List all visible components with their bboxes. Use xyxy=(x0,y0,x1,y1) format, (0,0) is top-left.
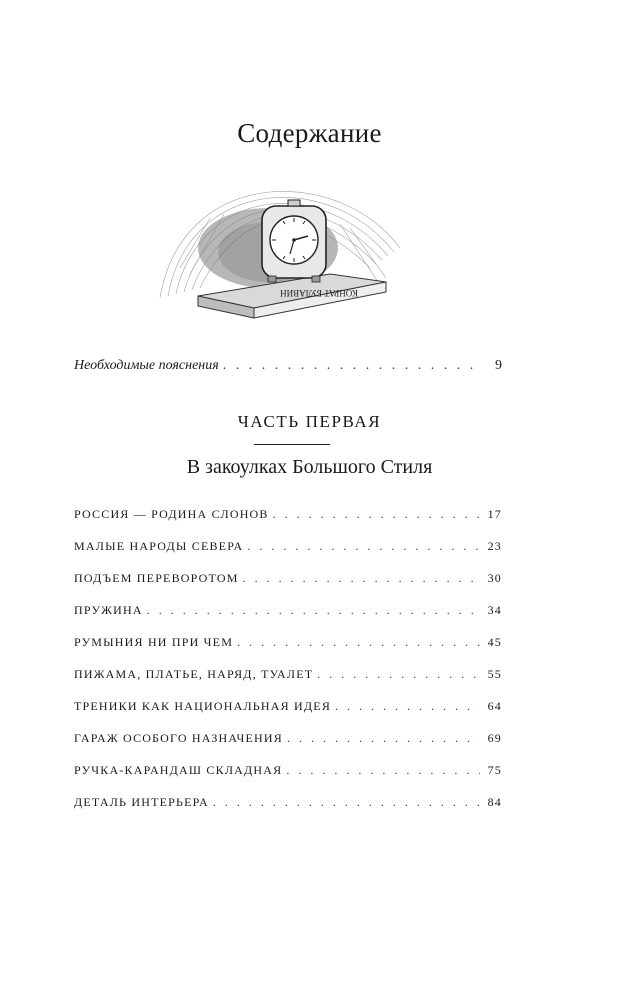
toc-entry-page: 84 xyxy=(487,795,502,809)
toc-entry-page: 9 xyxy=(495,358,502,373)
toc-entry-page: 55 xyxy=(487,667,502,681)
leader-dots xyxy=(213,795,480,810)
part-heading: ЧАСТЬ ПЕРВАЯ xyxy=(237,412,382,431)
toc-entry[interactable] xyxy=(74,731,502,763)
toc-entry-title: ПРУЖИНА xyxy=(74,603,143,617)
toc-entry-page: 64 xyxy=(487,699,502,713)
toc-entry-title: РУЧКА-КАРАНДАШ СКЛАДНАЯ xyxy=(74,763,283,777)
leader-dots xyxy=(243,571,480,586)
toc-entry[interactable] xyxy=(74,635,502,667)
toc-entry[interactable] xyxy=(74,539,502,571)
toc-entry-page: 45 xyxy=(487,635,502,649)
divider xyxy=(254,444,330,445)
leader-dots xyxy=(147,603,479,618)
leader-dots xyxy=(287,731,480,746)
toc-entry[interactable] xyxy=(74,699,502,731)
toc-entry[interactable] xyxy=(74,571,502,603)
leader-dots xyxy=(237,635,480,650)
toc-entry-page: 30 xyxy=(487,571,502,585)
toc-entry-title: ДЕТАЛЬ ИНТЕРЬЕРА xyxy=(74,795,209,809)
leader-dots xyxy=(317,667,479,682)
toc-entry-title: МАЛЫЕ НАРОДЫ СЕВЕРА xyxy=(74,539,244,553)
toc-entry-page: 17 xyxy=(487,507,502,521)
alarm-clock-icon xyxy=(262,200,326,282)
leader-dots xyxy=(335,699,480,714)
toc-entry[interactable] xyxy=(74,667,502,699)
book-spine-text: КОНРАТ БУЛАВИН xyxy=(280,288,358,298)
toc-entry-intro[interactable] xyxy=(74,358,502,380)
toc-entry-title: ГАРАЖ ОСОБОГО НАЗНАЧЕНИЯ xyxy=(74,731,283,745)
toc-entry-title: РОССИЯ — РОДИНА СЛОНОВ xyxy=(74,507,269,521)
toc-entry-title: ТРЕНИКИ КАК НАЦИОНАЛЬНАЯ ИДЕЯ xyxy=(74,699,332,713)
leader-dots xyxy=(247,539,479,554)
toc-entry[interactable] xyxy=(74,763,502,795)
toc-entry[interactable] xyxy=(74,507,502,539)
toc-entry-page: 34 xyxy=(487,603,502,617)
toc-entry-page: 69 xyxy=(487,731,502,745)
book-icon xyxy=(198,274,386,318)
toc-entry-title: Необходимые пояснения xyxy=(74,358,219,373)
toc-entry-page: 23 xyxy=(487,539,502,553)
toc-entry-title: РУМЫНИЯ НИ ПРИ ЧЕМ xyxy=(74,635,234,649)
alarm-clock-on-book-illustration xyxy=(150,178,410,326)
part-subtitle: В закоулках Большого Стиля xyxy=(186,456,433,478)
toc-entry-page: 75 xyxy=(487,763,502,777)
toc-entry-title: ПОДЪЕМ ПЕРЕВОРОТОМ xyxy=(74,571,239,585)
leader-dots xyxy=(223,358,483,374)
page-title: Содержание xyxy=(237,118,382,148)
toc-entry[interactable] xyxy=(74,603,502,635)
toc-list xyxy=(74,507,502,827)
toc-entry-title: ПИЖАМА, ПЛАТЬЕ, НАРЯД, ТУАЛЕТ xyxy=(74,667,314,681)
leader-dots xyxy=(286,763,479,778)
toc-entry[interactable] xyxy=(74,795,502,827)
leader-dots xyxy=(273,507,480,522)
